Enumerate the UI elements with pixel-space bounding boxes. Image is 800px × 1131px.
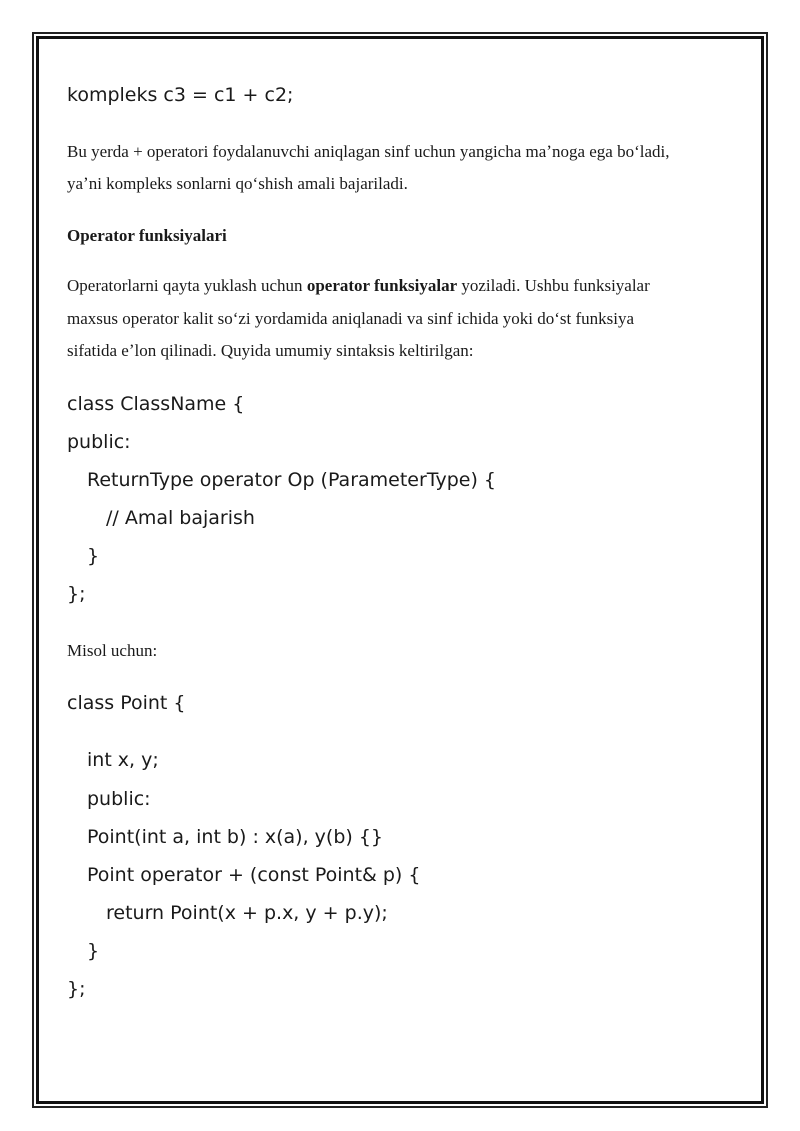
code-line: ReturnType operator Op (ParameterType) { <box>87 469 496 491</box>
code-line: public: <box>87 788 151 810</box>
section-heading: Operator funksiyalari <box>67 226 227 245</box>
code-line: } <box>87 940 100 962</box>
paragraph-text: Operatorlarni qayta yuklash uchun <box>67 276 307 295</box>
bold-term: operator funksiyalar <box>306 276 458 295</box>
code-line: class Point { <box>67 692 186 714</box>
code-line: }; <box>67 978 86 1000</box>
code-line: }; <box>67 583 86 605</box>
code-line-complex-sum: kompleks c3 = c1 + c2; <box>67 84 294 106</box>
code-line: Point(int a, int b) : x(a), y(b) {} <box>87 826 384 848</box>
paragraph-line: yaʼni kompleks sonlarni qoʻshish amali bajariladi. <box>67 174 408 193</box>
code-line: } <box>87 545 100 567</box>
page-border-inner <box>36 36 764 1104</box>
paragraph-line: Bu yerda + operatori foydalanuvchi aniqlagan sinf uchun yangicha maʼnoga ega boʻladi, <box>67 142 670 161</box>
paragraph-line <box>67 276 650 296</box>
code-line: // Amal bajarish <box>106 507 255 529</box>
paragraph-line: sifatida eʼlon qilinadi. Quyida umumiy sintaksis keltirilgan: <box>67 341 474 360</box>
example-label: Misol uchun: <box>67 641 158 660</box>
code-line: class ClassName { <box>67 393 245 415</box>
code-line: int x, y; <box>87 749 159 771</box>
paragraph-text: yoziladi. Ushbu funksiyalar <box>457 276 650 295</box>
code-line: Point operator + (const Point& p) { <box>87 864 421 886</box>
code-line: return Point(x + p.x, y + p.y); <box>106 902 388 924</box>
code-line: public: <box>67 431 131 453</box>
paragraph-line: maxsus operator kalit soʻzi yordamida aniqlanadi va sinf ichida yoki doʻst funksiya <box>67 309 635 328</box>
